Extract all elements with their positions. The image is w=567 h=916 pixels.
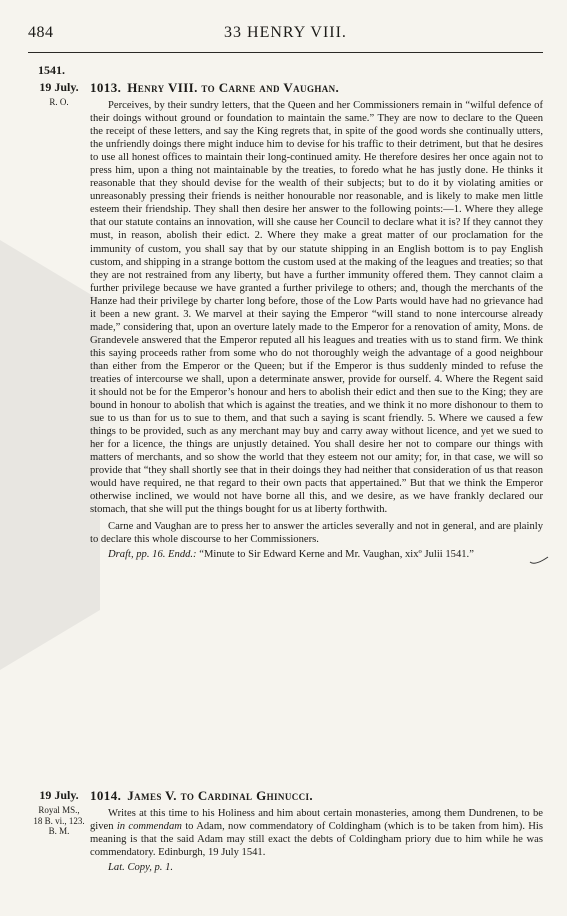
note-label: Lat. [108,862,125,874]
page-number: 484 [28,24,54,41]
entry-source: Royal MS., [38,805,80,815]
note-text: Copy, p. 1. [127,862,174,874]
entry-date: 19 July. [39,80,79,94]
entry-paragraph: Carne and Vaughan are to press her to answer the articles severally and not in general, and are plainly to declare this whole discourse to her Commissioners. [90,520,543,545]
entry-content [90,788,543,874]
entry-note [108,861,543,874]
entry-source: B. M. [48,826,70,836]
entry-paragraph [90,807,543,859]
paragraph-part: to Adam, now commendatory of Coldingham (which is to be taken from him). His meaning is that the said Adam may still exact the debts of Coldingham priory due to him while he was commendatory. Edinburgh, 19 July 1541. [90,821,544,859]
running-head: 33 HENRY VIII. [224,24,347,41]
entry-margin [28,788,90,837]
entry-source: 18 B. vi., 123. [33,815,85,826]
entry-number: 1013. [90,80,122,95]
pencil-tick-mark [529,556,549,566]
entry-source: R. O. [49,97,69,107]
page-header [28,24,543,48]
entry-date: 19 July. [39,788,79,802]
entry-margin [28,80,90,108]
paragraph-part: Writes at this time to his Holiness and him about certain monasteries, among them Dundrenen, to be given [90,808,543,833]
entry-content [90,80,543,561]
year-heading: 1541. [38,63,65,77]
note-label: Draft, pp. 16. [108,548,166,560]
entry-note [108,548,543,561]
entry-title: Henry VIII. to Carne and Vaughan. [127,80,340,95]
entry-heading [90,788,543,804]
note-label-endorsed: Endd.: [168,548,197,560]
entry-title: James V. to Cardinal Ghinucci. [127,788,314,803]
note-text: “Minute to Sir Edward Kerne and Mr. Vaughan, xixº Julii 1541.” [199,548,474,560]
paragraph-part-italic: in commendam [116,821,182,833]
entry-paragraph: Perceives, by their sundry letters, that the Queen and her Commissioners remain in “wilful defence of their doings without ground or foundation to maintain the same.” They are now to declare to the Queen the receipt of these letters, and say the King regrets that, in spite of the good words she continually utters, the unfriendly doings there might induce him to devise for his traffic to their detriment, but that he desires to use all honest offices to maintain their long-continued amity. He therefore desires her once again not to press him, upon a thing not maintainable by the treaties, to foredo what he has justly done. He thinks it reasonable that they should devise for the wealth of their subjects; but to do it by violating amities or unreasonably pressing their friends is neither honourable nor reasonable, and is likely to make men little esteem their friendship. They shall then desire her answer to the following points:—1. Where they allege that our statute contains an innovation, will she cause her Council to declare what it is? If they cannot they must, in reason, abolish their edict. 2. Where they make a great matter of our proclamation for the immunity of custom, you shall say that by our statute shipping in an English bottom is to pay English custom, and shipping in a strange bottom the custom used at the making of the leagues and treaties; so that they are not restrained from any liberty, but have a further immunity offered them. They cannot claim a further privilege because we have granted a further privilege to others; and, though the merchants of the Hanze had their privilege by charter long before, those of the Low Parts would have had no grievance had it been a new grant. 3. We marvel at their saying the Emperor “will stand to none intercourse already made,” considering that, upon an overture lately made to the Emperor for a renovation of amity, Mons. de Grandevele answered that the Emperor reputed all his leagues and treaties with us to stand firm. We think this saying proceeds rather from some who do not thoroughly weigh the advantage of a good neighbour than either from the Emperor or the Queen; but if the Emperor is thus suddenly minded to refuse the treaties of intercourse we shall, upon a determinate answer, provide for ourself. 4. Where the Regent said it should not be for the Emperor’s honour and hers to abolish their edict and then sue to the King; they are bound in honour to abolish that which is against the treaties, and we think it no more dishonour to them to sue to us than for us to sue to them, and that such a saying is scant friendly. 5. Where we caused a few things to be provided, such as any merchant may buy and carry away without licence, and yet we sued to her for a licence, the things are unjustly detained. You shall desire her not to compare our things with matters of merchants, and so show the world that they esteem not our amity; for, in that case, we will so provide that “they shall shortly see that in their doings they had neither that consideration of us that reason would have required, ne that regard to their own pacts that appertained.” But that we think the Emperor otherwise inclined, we would not have borne all this, and we desire, as we have frankly declared our stomach, that she will put the things bought for us at liberty forthwith. [90,100,543,516]
entry-number: 1014. [90,788,122,803]
header-rule [28,52,543,53]
entry-heading [90,80,543,96]
